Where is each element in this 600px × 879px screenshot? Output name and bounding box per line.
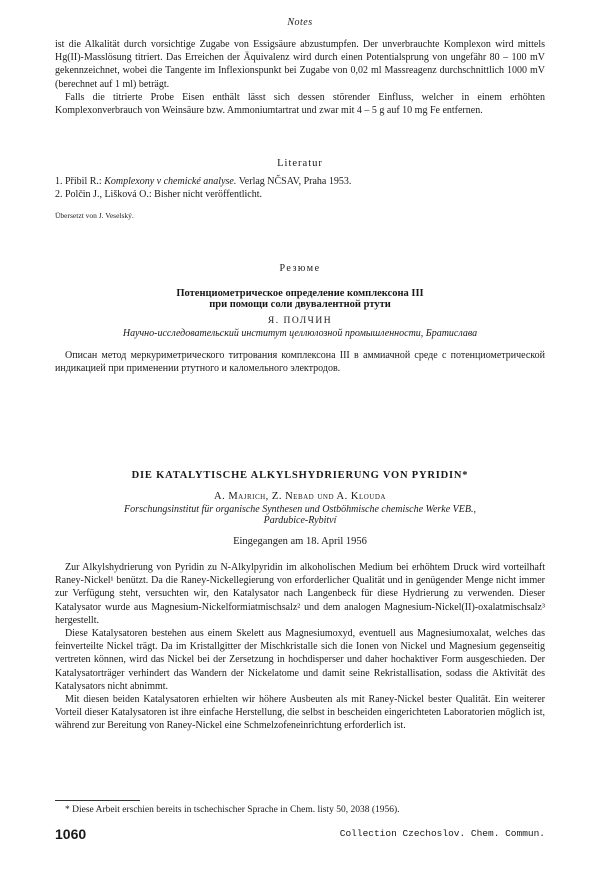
article-body xyxy=(55,561,545,733)
page-number: 1060 xyxy=(55,826,87,842)
summary-title-line2: при помощи соли двувалентной ртути xyxy=(209,299,391,310)
iron-paragraph: Falls die titrierte Probe Eisen enthält lässt sich dessen störender Einfluss, welcher in einem erhöhten Komplexonverbrauch von Weinsäure bzw. Ammoniumtartrat und zwar mit 4 – 5 g auf 10 mg Fe entfernen. xyxy=(55,91,545,117)
summary-affiliation: Научно-исследовательский институт целлюлозной промышленности, Братислава xyxy=(122,328,478,339)
footnote-rule xyxy=(55,800,140,801)
article-paragraph: Diese Katalysatoren bestehen aus einem Skelett aus Magnesiumoxyd, eventuell aus Magnesiumoxalat, welches das feinverteilte Nickel trägt. Da im Kristallgitter der Mischkristalle sich die Ionen von Nickel und Magnesium gegenseitig vertreten können, wird das Nickel bei der Zersetzung in hochdisperser und daher hochaktiver Form ausgeschieden. Der Katalysatorträger verhindert das Wandern der Nickelatome und damit seine Rekristallisation, sodass die Aktivität des Katalysators nicht abnimmt. xyxy=(55,628,545,692)
article-authors: A. Majrich, Z. Nebad und A. Klouda xyxy=(214,491,386,502)
summary-text: Описан метод меркуриметрического титрования комплексона III в аммиачной среде с потенциометрической индикацией при применении ртутного и каломельного электродов. xyxy=(55,350,545,375)
literature-heading: Literatur xyxy=(277,158,323,169)
journal-name: Collection Czechoslov. Chem. Commun. xyxy=(339,828,545,839)
translator-note: Übersetzt von J. Veselský. xyxy=(55,211,134,220)
summary-heading: Резюме xyxy=(279,263,321,274)
article xyxy=(55,470,545,733)
article-affiliation-line2: Pardubice-Rybitví xyxy=(263,515,337,526)
summary-author: Я. ПОЛЧИН xyxy=(267,316,333,326)
footnote xyxy=(55,804,545,817)
running-head: Notes xyxy=(287,17,313,28)
article-affiliation-line1: Forschungsinstitut für organische Synthesen und Ostböhmische chemische Werke VEB., xyxy=(124,504,476,515)
article-title: DIE KATALYTISCHE ALKYLSHYDRIERUNG VON PYRIDIN* xyxy=(131,470,469,481)
intro-section xyxy=(55,38,545,117)
reference-item: 2. Polčin J., Lišková O.: Bisher nicht veröffentlicht. xyxy=(55,189,263,200)
russian-summary xyxy=(55,263,545,375)
received-date: Eingegangen am 18. April 1956 xyxy=(233,536,367,547)
summary-title-line1: Потенциометрическое определение комплексона III xyxy=(176,288,424,299)
reference-list xyxy=(55,175,545,201)
footnote-text: * Diese Arbeit erschien bereits in tschechischer Sprache in Chem. listy 50, 2038 (1956). xyxy=(65,805,400,815)
article-paragraph: Mit diesen beiden Katalysatoren erhielten wir höhere Ausbeuten als mit Raney-Nickel bester Qualität. Ein weiterer Vorteil dieser Katalysatoren ist ihre einfache Herstellung, die selbst in bescheiden eingerichteten Laboratorien möglich ist, während zur Bereitung von Raney-Nickel eine Schmelzofeneinrichtung erforderlich ist. xyxy=(55,694,545,732)
intro-paragraph: ist die Alkalität durch vorsichtige Zugabe von Essigsäure abzustumpfen. Der unverbrauchte Komplexon wird mittels Hg(II)-Masslösung titriert. Das Erreichen der Äquivalenz wird durch einen Potentialsprung von ungefähr 80 – 100 mV gekennzeichnet, wobei die Tangente im Inflexionspunkt bei Zugabe von 0,02 ml Massreagenz durchschnittlich 1000 mV (berechnet auf 1 ml) beträgt. xyxy=(55,39,545,90)
reference-item: 1. Přibil R.: Komplexony v chemické analyse. Verlag NČSAV, Praha 1953. xyxy=(55,176,352,187)
article-paragraph: Zur Alkylshydrierung von Pyridin zu N-Alkylpyridin im alkoholischen Medium bei erhöhtem Druck wird vorteilhaft Raney-Nickel¹ benützt. Da die Raney-Nickellegierung von erforderlicher Qualität und in genügender Menge nicht immer zur Verfügung steht, versuchten wir, den Katalysator nach Langenbeck für diese Hydrierung zu verwenden. Dieser Katalysator wurde aus Magnesium-Nickelformiatmischsalz² und dem analogen Magnesium-Nickel(II)-oxalatmischsalz³ hergestellt. xyxy=(55,562,545,626)
literature-section xyxy=(55,158,545,228)
